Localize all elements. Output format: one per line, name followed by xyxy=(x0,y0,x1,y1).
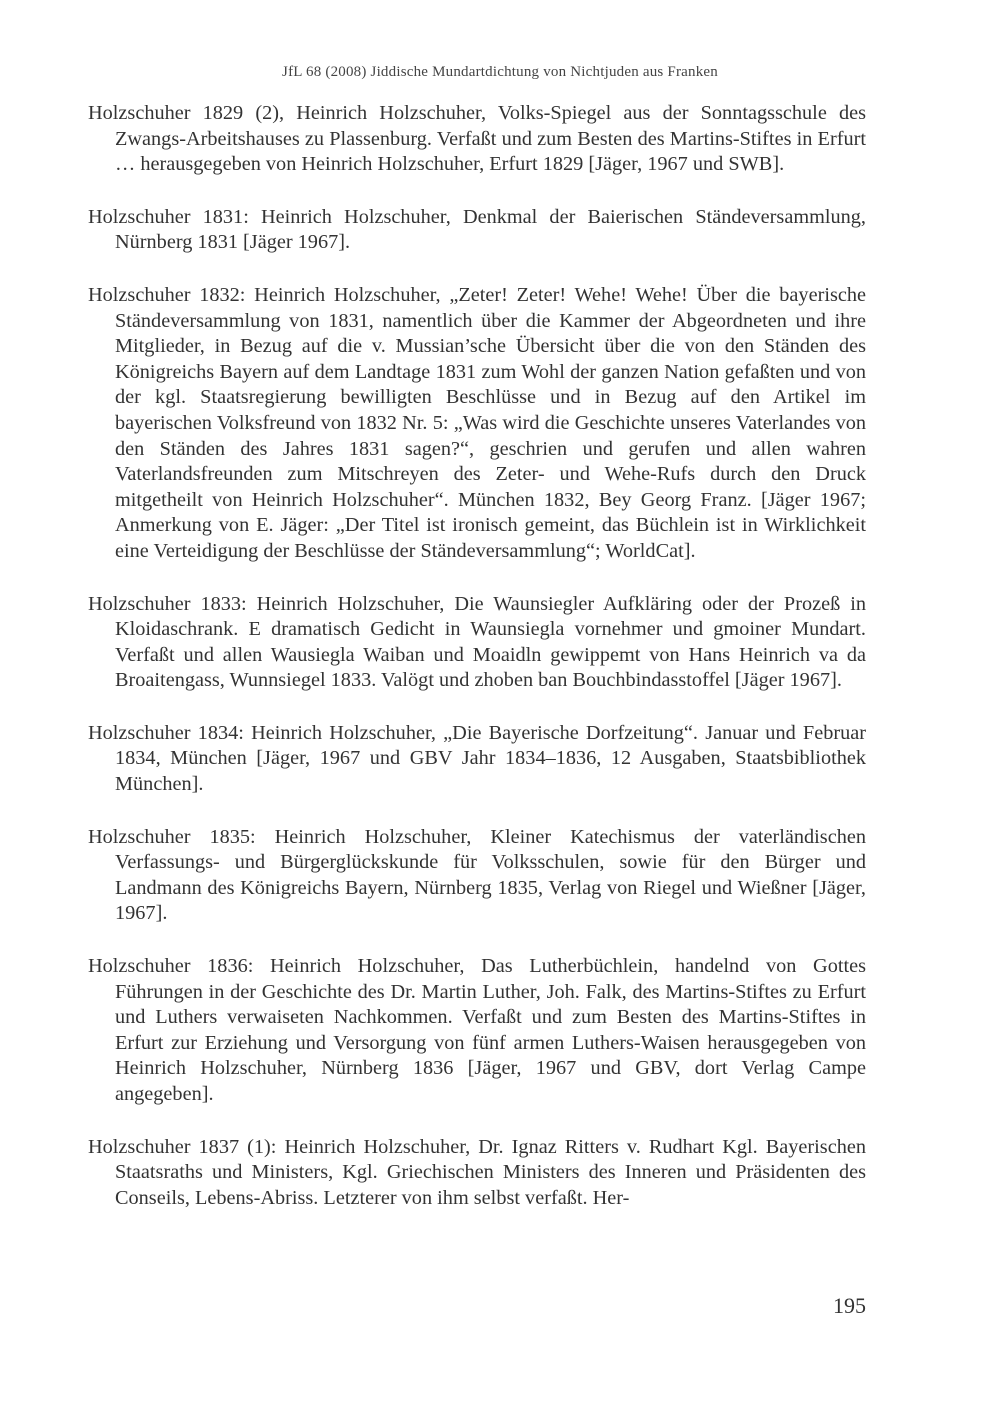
bibliography-entry: Holzschuher 1835: Heinrich Holzschuher, Kleiner Katechismus der vaterländischen Verfassungs- und Bürgerglückskunde für Volksschulen, sowie für den Bürger und Landmann des Königreichs Bayern, Nürnberg 1835, Verlag von Riegel und Wießner [Jäger, 1967]. xyxy=(88,825,866,925)
bibliography-entry: Holzschuher 1833: Heinrich Holzschuher, Die Waunsiegler Aufkläring oder der Prozeß in Kloidaschrank. E dramatisch Gedicht in Waunsiegla vornehmer und gmoiner Mundart. Verfaßt und allen Wausiegla Waiban und Moaidln gewippemt von Hans Heinrich va da Broaitengass, Wunnsiegel 1833. Valögt und zhoben ban Bouchbindasstoffel [Jäger 1967]. xyxy=(88,592,866,692)
bibliography-list xyxy=(88,101,866,1238)
bibliography-entry: Holzschuher 1829 (2), Heinrich Holzschuher, Volks-Spiegel aus der Sonntagsschule des Zwangs-Arbeitshauses zu Plassenburg. Verfaßt und zum Besten des Martins-Stiftes in Erfurt … herausgegeben von Heinrich Holzschuher, Erfurt 1829 [Jäger, 1967 und SWB]. xyxy=(88,102,866,176)
running-header: JfL 68 (2008) Jiddische Mundartdichtung von Nichtjuden aus Franken xyxy=(282,64,718,80)
bibliography-entry: Holzschuher 1836: Heinrich Holzschuher, Das Lutherbüchlein, handelnd von Gottes Führungen in der Geschichte des Dr. Martin Luther, Joh. Falk, des Martins-Stiftes zu Erfurt und Luthers verwaiseten Nachkommen. Verfaßt und zum Besten des Martins-Stiftes in Erfurt zur Erziehung und Versorgung von fünf armen Luthers-Waisen herausgegeben von Heinrich Holzschuher, Nürnberg 1836 [Jäger, 1967 und GBV, dort Verlag Campe angegeben]. xyxy=(88,955,866,1105)
bibliography-entry: Holzschuher 1832: Heinrich Holzschuher, „Zeter! Zeter! Wehe! Wehe! Über die bayerische Ständeversammlung von 1831, namentlich über die Kammer der Abgeordneten und ihre Mitglieder, in Bezug auf die v. Mussian’sche Übersicht über die von den Ständen des Königreichs Bayern auf dem Landtage 1831 zum Wohl der ganzen Nation gefaßten und von der kgl. Staatsregierung bewilligten Beschlüsse und in Bezug auf den Artikel im bayerischen Volksfreund von 1832 Nr. 5: „Was wird die Geschichte unseres Vaterlandes von den Ständen des Jahres 1831 sagen?“, geschrien und gerufen und allen wahren Vaterlandsfreunden zum Mitschreyen des Zeter- und Wehe-Rufs durch den Druck mitgetheilt von Heinrich Holzschuher“. München 1832, Bey Georg Franz. [Jäger 1967; Anmerkung von E. Jäger: „Der Titel ist ironisch gemeint, das Büchlein ist in Wirklichkeit eine Verteidigung der Beschlüsse der Ständeversammlung“; WorldCat]. xyxy=(88,283,866,562)
page-number: 195 xyxy=(833,1293,866,1318)
bibliography-entry: Holzschuher 1831: Heinrich Holzschuher, Denkmal der Baierischen Ständeversammlung, Nürnberg 1831 [Jäger 1967]. xyxy=(88,205,866,254)
bibliography-entry: Holzschuher 1834: Heinrich Holzschuher, „Die Bayerische Dorfzeitung“. Januar und Februar 1834, München [Jäger, 1967 und GBV Jahr 1834–1836, 12 Ausgaben, Staatsbibliothek München]. xyxy=(88,721,866,796)
bibliography-entry: Holzschuher 1837 (1): Heinrich Holzschuher, Dr. Ignaz Ritters v. Rudhart Kgl. Bayerischen Staatsraths und Ministers, Kgl. Griechischen Ministers des Inneren und Präsidenten des Conseils, Lebens-Abriss. Letzterer von ihm selbst verfaßt. Her- xyxy=(88,1135,866,1209)
